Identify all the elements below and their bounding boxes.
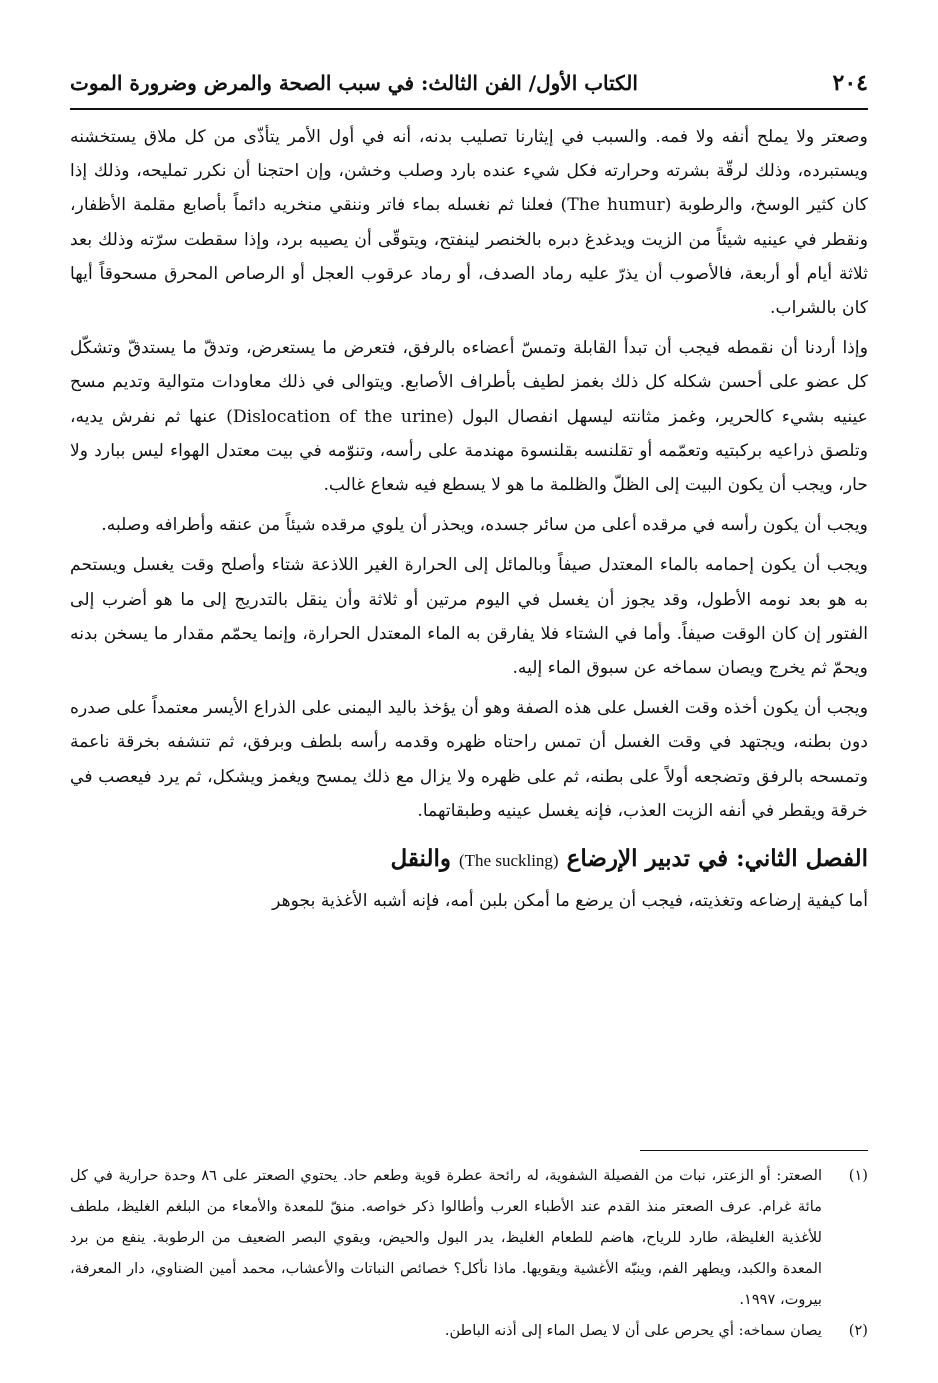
paragraph-2 (70, 331, 868, 502)
page-number: ٢٠٤ (832, 70, 868, 96)
section-heading-ar: الفصل الثاني: في تدبير الإرضاع (566, 845, 868, 873)
running-title: الكتاب الأول/ الفن الثالث: في سبب الصحة والمرض وضرورة الموت (70, 71, 638, 95)
footnote-2-text: يصان سماخه: أي يحرص على أن لا يصل الماء إلى أذنه الباطن. (444, 1322, 822, 1339)
footnote-1-number: (١) (848, 1167, 868, 1184)
footnote-2-number: (٢) (848, 1322, 868, 1339)
footnote-divider (640, 1150, 868, 1151)
footnote-2 (70, 1315, 868, 1346)
paragraph-5 (70, 691, 868, 828)
footnote-1-text: الصعتر: أو الزعتر، نبات من الفصيلة الشفوية، له رائحة عطرة قوية وطعم حاد. يحتوي الصعتر على ٨٦ وحدة حرارية في كل مائة غرام. عرف الصعتر منذ القدم عند الأطباء العرب وأطالوا ذكر خواصه. منقّ للمعدة والأمعاء من البلغم الغليظ، ملطف للأغذية الغليظة، طارد للرياح، هاضم للطعام الغليظ، يدر البول والحيض، ويقوي البصر الضعيف من الرطوبة. ينفع من برد المعدة والكبد، ويطهر الفم، وينبّه الأغشية ويقويها. ماذا نأكل؟ خصائص النباتات والأعشاب، محمد أمين الضناوي، دار المعرفة، بيروت، ١٩٩٧. (70, 1167, 822, 1308)
paragraph-4 (70, 548, 868, 685)
paragraph-1-text: وصعتر ولا يملح أنفه ولا فمه. والسبب في إيثارنا تصليب بدنه، أنه في أول الأمر يتأذّى من كل ملاق يستخشنه ويستبرده، وذلك لرقّة بشرته وحرارته فكل شيء عنده بارد وصلب وخشن، وإن احتجنا أن نكرر تمليحه، وذلك إذا كان كثير الوسخ، والرطوبة (The humur) فعلنا ثم نغسله بماء فاتر وننقي منخريه دائماً بأصابع مقلمة الأظفار، ونقطر في عينيه شيئاً من الزيت ويدغدغ دبره بالخنصر لينفتح، ويتوقّى أن يصيبه برد، وإذا سقطت سرّته وذلك بعد ثلاثة أيام أو أربعة، فالأصوب أن يذرّ عليه رماد الصدف، أو رماد عرقوب العجل أو الرصاص المحرق مسحوقاً أيها كان بالشراب. (70, 127, 868, 319)
paragraph-2-text: وإذا أردنا أن نقمطه فيجب أن تبدأ القابلة وتمسّ أعضاءه بالرفق، فتعرض ما يستعرض، وتدقّ ما يستدقّ وتشكّل كل عضو على أحسن شكله كل ذلك بغمز لطيف بأطراف الأصابع. ويتوالى في ذلك معاودات متوالية وتديم مسح عينيه بشيء كالحرير، وغمز مثانته ليسهل انفصال البول (Dislocation of the urine) عنها ثم نفرش يديه، وتلصق ذراعيه بركبتيه وتعمّمه أو تقلنسه بقلنسوة مهندمة على رأسه، وتنوّمه في بيت معتدل الهواء ليس ببارد ولا حار، ويجب أن يكون البيت إلى الظلّ والظلمة ما هو لا يسطع فيه شعاع غالب. (70, 338, 868, 496)
main-text (70, 120, 868, 918)
paragraph-1 (70, 120, 868, 325)
paragraph-4-text: ويجب أن يكون إحمامه بالماء المعتدل صيفاً وبالمائل إلى الحرارة الغير اللاذعة شتاء وأصلح وقت يغسل ويستحم به هو بعد نومه الأطول، وقد يجوز أن يغسل في اليوم مرتين أو ثلاثة وأن ينقل بالتدريج إلى ما هو أضرب إلى الفتور إن كان الوقت صيفاً. وأما في الشتاء فلا يفارقن به الماء المعتدل الحرارة، وإنما يحمّم مقدار ما يسخن بدنه ويحمّ ثم يخرج ويصان سماخه عن سبوق الماء إليه. (70, 555, 868, 679)
footnote-1 (70, 1160, 868, 1315)
section-heading-en: (The suckling) (458, 851, 559, 871)
header-divider (70, 108, 868, 110)
section-first-line-text: أما كيفية إرضاعه وتغذيته، فيجب أن يرضع ما أمكن بلبن أمه، فإنه أشبه الأغذية بجوهر (272, 891, 868, 912)
section-heading (70, 840, 868, 880)
section-first-line (70, 884, 868, 918)
footnotes (70, 1160, 868, 1346)
page-header (70, 62, 868, 104)
paragraph-5-text: ويجب أن يكون أخذه وقت الغسل على هذه الصفة وهو أن يؤخذ باليد اليمنى على الذراع الأيسر معتمداً على صدره دون بطنه، ويجتهد في وقت الغسل أن تمس راحتاه ظهره وقدمه رأسه بلطف وبرفق، ثم تنشفه بخرقة ناعمة وتمسحه بالرفق وتضجعه أولاً على بطنه، ثم على ظهره ولا يزال مع ذلك يمسح ويغمز ويشكل، ثم يرد فيعصب في خرقة ويقطر في أنفه الزيت العذب، فإنه يغسل عينيه وطبقاتهما. (70, 698, 868, 821)
paragraph-3 (70, 508, 868, 542)
section-heading-ar-end: والنقل (390, 845, 451, 873)
paragraph-3-text: ويجب أن يكون رأسه في مرقده أعلى من سائر جسده، ويحذر أن يلوي مرقده شيئاً من عنقه وأطرافه وصلبه. (101, 515, 868, 536)
